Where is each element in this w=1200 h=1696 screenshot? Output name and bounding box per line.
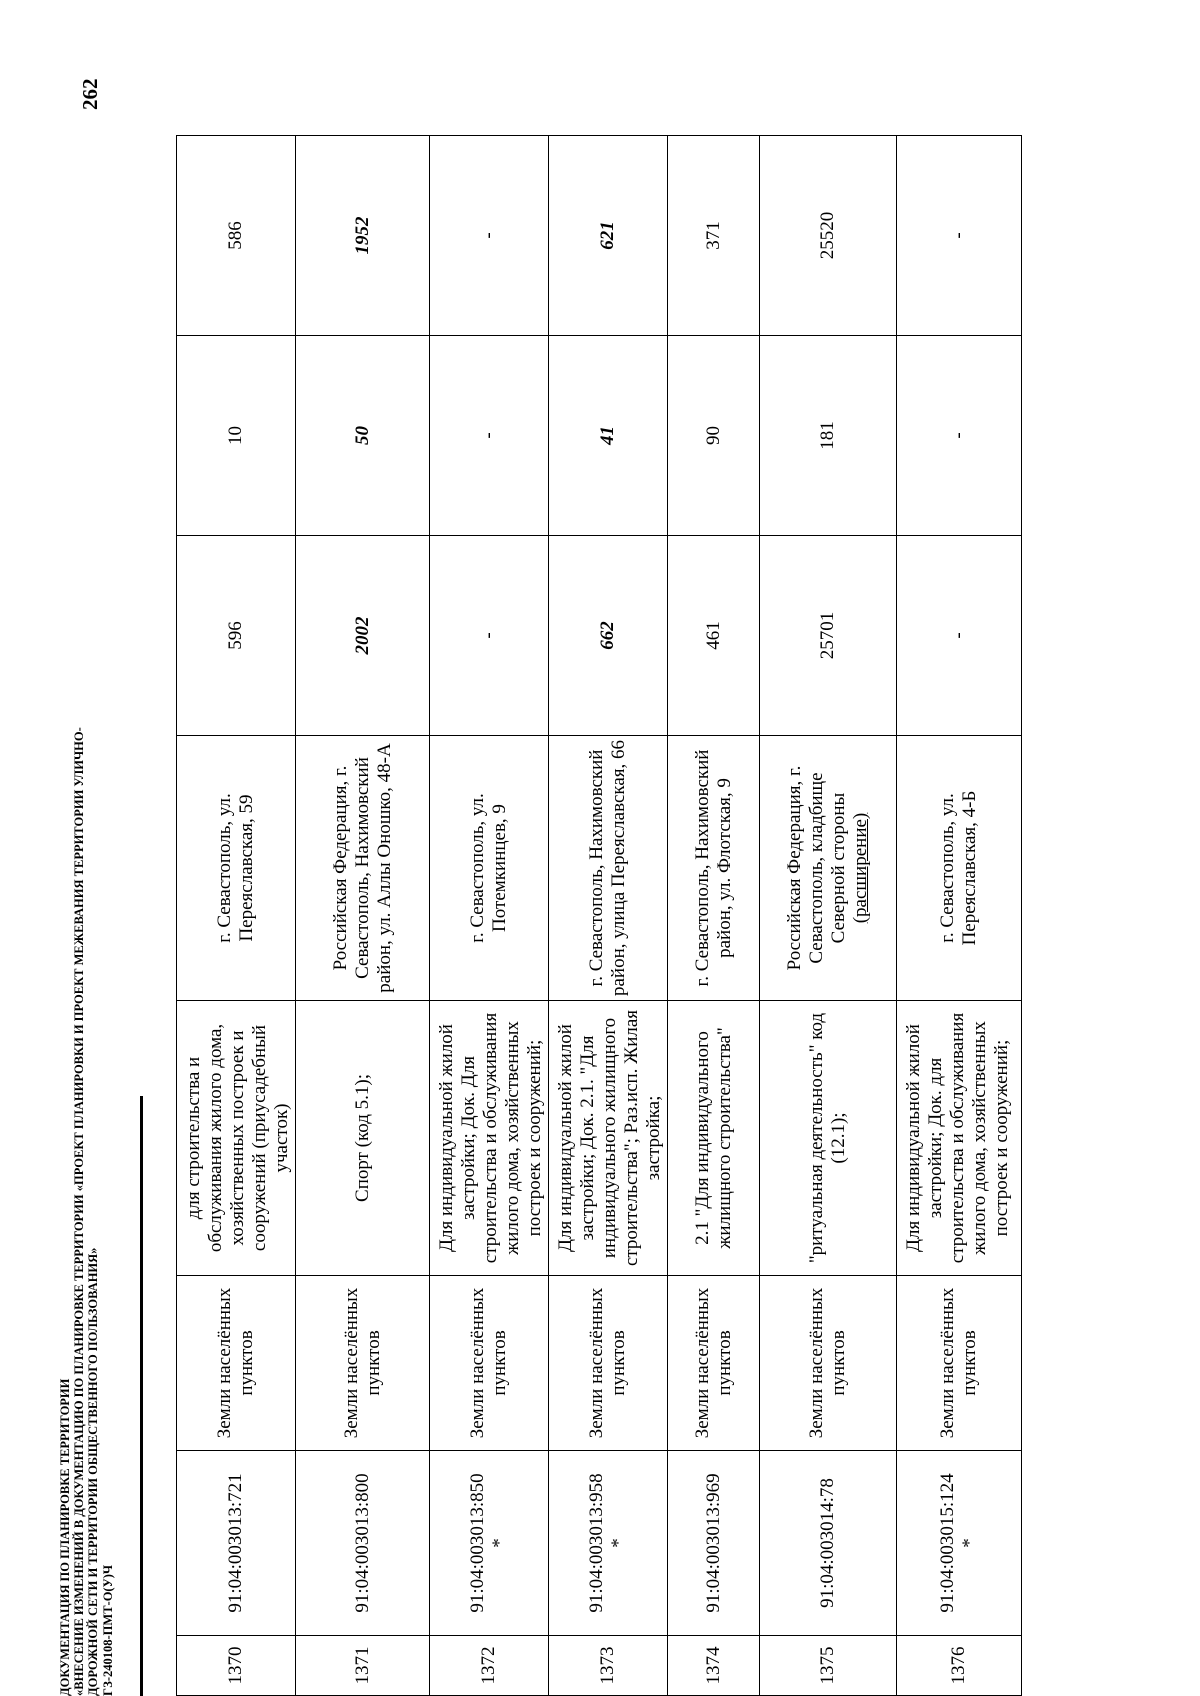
permitted-use: для строительства и обслуживания жилого дома, хозяйственных построек и сооружений (приусадебный участок) <box>177 1001 296 1276</box>
area: 461 <box>668 536 760 736</box>
area-result: 586 <box>177 136 296 336</box>
cadastral-number: 91:04:003013:721 <box>177 1451 296 1636</box>
row-number: 1371 <box>296 1636 430 1696</box>
address: Российская Федерация, г. Севастополь, Нахимовский район, ул. Аллы Оношко, 48-А <box>296 736 430 1001</box>
header-line: ДОРОЖНОЙ СЕТИ И ТЕРРИТОРИИ ОБЩЕСТВЕННОГО ПОЛЬЗОВАНИЯ» <box>86 1247 101 1696</box>
permitted-use: Для индивидуальной жилой застройки; Док. для строительства и обслуживания жилого дома, хозяйственных построек и сооружений; <box>897 1001 1022 1276</box>
row-number: 1372 <box>430 1636 549 1696</box>
permitted-use: Спорт (код 5.1); <box>296 1001 430 1276</box>
area-result: 371 <box>668 136 760 336</box>
row-number: 1374 <box>668 1636 760 1696</box>
cadastral-number: 91:04:003013:850 * <box>430 1451 549 1636</box>
table-row <box>177 136 296 1696</box>
cadastral-number: 91:04:003013:969 <box>668 1451 760 1636</box>
area-difference: - <box>430 336 549 536</box>
table-row <box>897 136 1022 1696</box>
document-header <box>58 136 115 1696</box>
address: г. Севастополь, Нахимовский район, улица Переяславская, 66 <box>549 736 668 1001</box>
address: г. Севастополь, Нахимовский район, ул. Флотская, 9 <box>668 736 760 1001</box>
land-category: Земли населённых пунктов <box>430 1276 549 1451</box>
area: - <box>897 536 1022 736</box>
area: 662 <box>549 536 668 736</box>
address: Российская Федерация, г. Севастополь, кладбище Северной стороны (расширение) <box>760 736 897 1001</box>
table-row <box>296 136 430 1696</box>
area-difference: 50 <box>296 336 430 536</box>
header-line: «ВНЕСЕНИЕ ИЗМЕНЕНИЙ В ДОКУМЕНТАЦИЮ ПО ПЛАНИРОВКЕ ТЕРРИТОРИИ «ПРОЕКТ ПЛАНИРОВКИ И ПРОЕКТ МЕЖЕВАНИЯ ТЕРРИТОРИИ УЛИЧНО- <box>72 727 87 1696</box>
area: 25701 <box>760 536 897 736</box>
area-difference: 181 <box>760 336 897 536</box>
land-category: Земли населённых пунктов <box>897 1276 1022 1451</box>
table-row <box>430 136 549 1696</box>
area-result: - <box>897 136 1022 336</box>
row-number: 1375 <box>760 1636 897 1696</box>
land-plot-table <box>176 135 1022 1696</box>
area-result: - <box>430 136 549 336</box>
land-category: Земли населённых пунктов <box>549 1276 668 1451</box>
header-line: ДОКУМЕНТАЦИЯ ПО ПЛАНИРОВКЕ ТЕРРИТОРИИ <box>58 1378 72 1696</box>
area-difference: 90 <box>668 336 760 536</box>
permitted-use: "ритуальная деятельность" код (12.1); <box>760 1001 897 1276</box>
cadastral-number: 91:04:003013:800 <box>296 1451 430 1636</box>
table-row <box>549 136 668 1696</box>
table-row <box>760 136 897 1696</box>
address: г. Севастополь, ул. Переяславская, 4-Б <box>897 736 1022 1001</box>
land-category: Земли населённых пунктов <box>760 1276 897 1451</box>
area-result: 621 <box>549 136 668 336</box>
table-row <box>668 136 760 1696</box>
permitted-use: Для индивидуальной жилой застройки; Док. 2.1. "Для индивидуального жилищного строительства"; Раз.исп. Жилая застройка; <box>549 1001 668 1276</box>
row-number: 1376 <box>897 1636 1022 1696</box>
address: г. Севастополь, ул. Потемкинцев, 9 <box>430 736 549 1001</box>
cadastral-number: 91:04:003014:78 <box>760 1451 897 1636</box>
area-difference: 41 <box>549 336 668 536</box>
header-line: ГЗ-240108-ПМТ-О(У)Ч <box>100 1564 115 1696</box>
cadastral-number: 91:04:003013:958 * <box>549 1451 668 1636</box>
address: г. Севастополь, ул. Переяславская, 59 <box>177 736 296 1001</box>
cadastral-number: 91:04:003015:124 * <box>897 1451 1022 1636</box>
page-number: 262 <box>78 78 102 110</box>
land-category: Земли населённых пунктов <box>177 1276 296 1451</box>
area: 596 <box>177 536 296 736</box>
area-difference: 10 <box>177 336 296 536</box>
permitted-use: Для индивидуальной жилой застройки; Док. Для строительства и обслуживания жилого дома, хозяйственных построек и сооружений; <box>430 1001 549 1276</box>
area-difference: - <box>897 336 1022 536</box>
area: - <box>430 536 549 736</box>
header-rule <box>140 1096 143 1696</box>
area-result: 25520 <box>760 136 897 336</box>
area-result: 1952 <box>296 136 430 336</box>
land-category: Земли населённых пунктов <box>668 1276 760 1451</box>
land-category: Земли населённых пунктов <box>296 1276 430 1451</box>
row-number: 1370 <box>177 1636 296 1696</box>
permitted-use: 2.1 "Для индивидуального жилищного строительства" <box>668 1001 760 1276</box>
row-number: 1373 <box>549 1636 668 1696</box>
area: 2002 <box>296 536 430 736</box>
